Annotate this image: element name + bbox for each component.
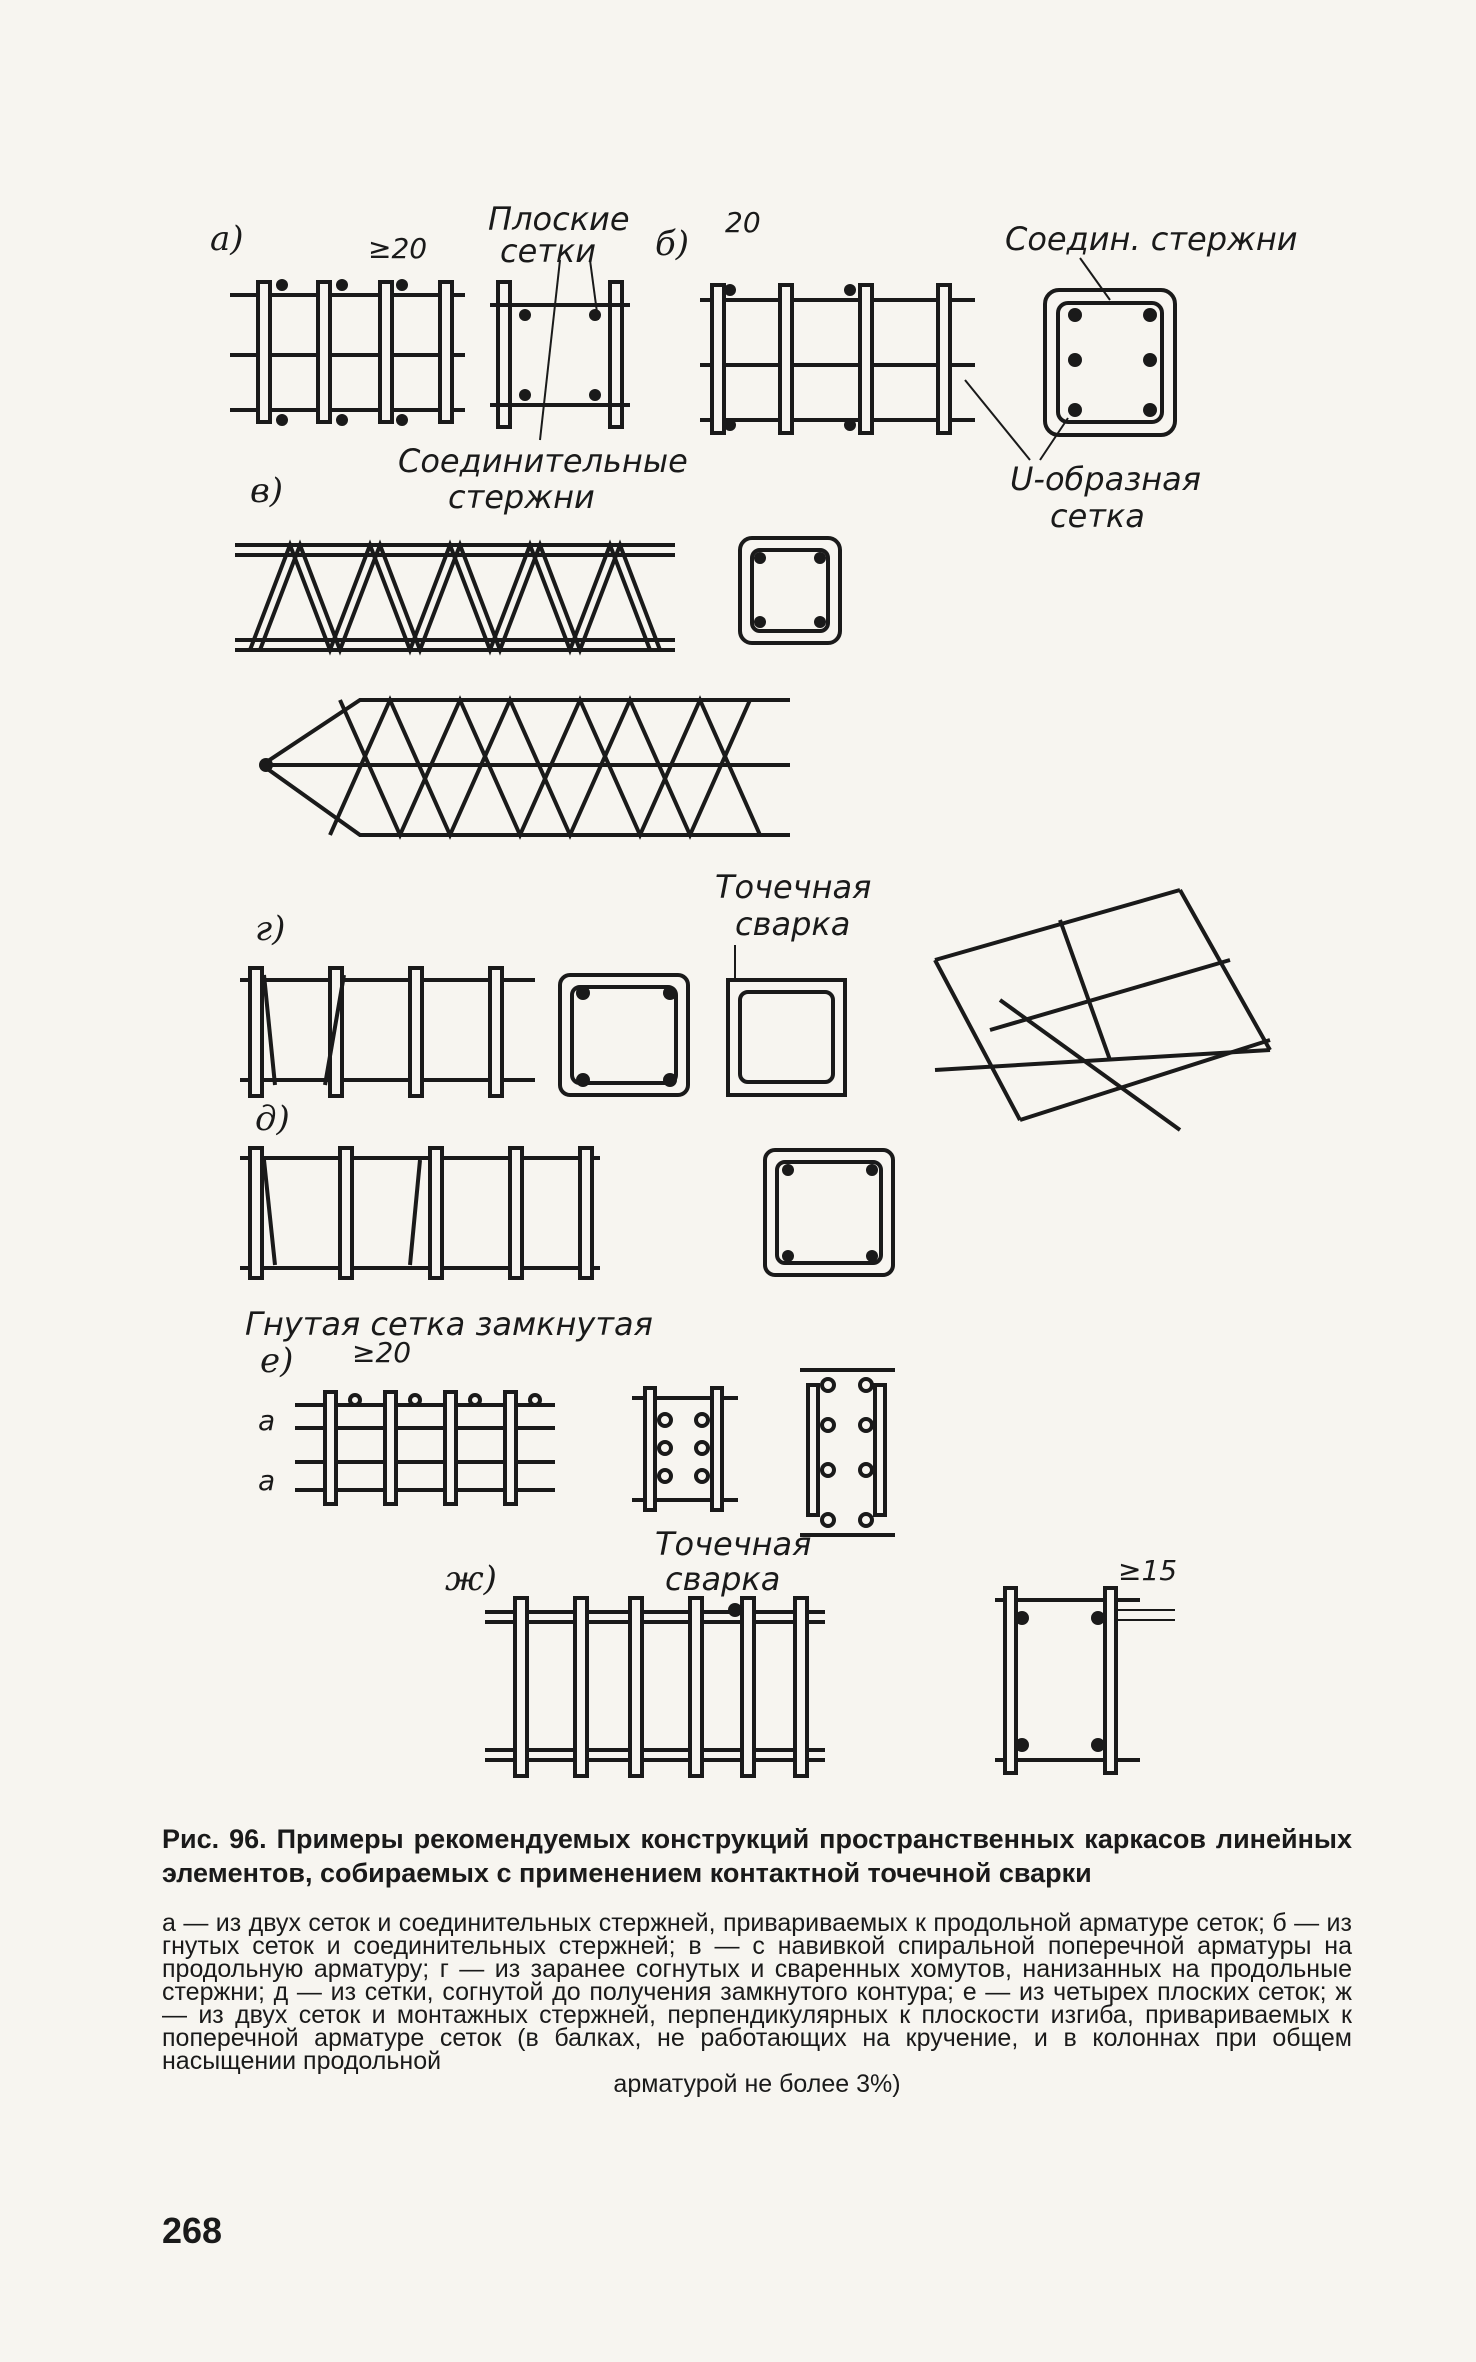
label-spacing-a-2: a [258,1464,276,1497]
label-spot-weld-2: сварка [735,905,851,943]
label-spot-weld-4: сварка [665,1560,781,1598]
label-d: д) [255,1099,290,1139]
dim-20-e: ≥20 [352,1336,412,1369]
label-spot-weld-1: Точечная [715,868,872,906]
frame-g-section-1 [560,975,688,1095]
frame-a-side [230,279,465,426]
label-joint-rods: Соедин. стержни [1005,220,1298,258]
dim-20-b: 20 [725,206,761,239]
label-g: г) [255,909,286,949]
label-u-net-1: U-образная [1010,460,1201,498]
frame-e-side [295,1392,555,1504]
label-a: а) [210,219,244,259]
frame-b-section [965,258,1175,460]
spiral-frame-section [740,538,840,643]
frame-zh-side [485,1598,825,1776]
figure-caption-body [162,1909,1352,2098]
page-number: 268 [162,2210,223,2251]
label-connecting-rods-1: Соединительные [398,442,688,480]
frame-g-perspective [935,890,1270,1130]
label-zh: ж) [445,1559,497,1599]
label-spot-weld-3: Точечная [655,1525,812,1563]
frame-a-section [490,260,630,440]
frame-e-section-1 [632,1388,738,1510]
caption-body-last-line: арматурой не более 3%) [613,2070,901,2098]
frame-e-section-2 [800,1370,895,1535]
frame-d-section [765,1150,893,1275]
frame-zh-section [995,1588,1175,1773]
frame-b-side [700,284,975,433]
dim-15: ≥15 [1118,1554,1178,1587]
label-b: б) [655,224,690,264]
label-connecting-rods-2: стержни [448,478,595,516]
spiral-frame-side [235,545,675,650]
caption-body-text: а — из двух сеток и соединительных стержней, привариваемых к продольной арматуре сеток; б — из гнутых сеток и соединительных стержней; в — с навивкой спиральной поперечной арматуры на продольную арматуру; г — из заранее согнутых и сваренных хомутов, нанизанных на продольные стержни; д — из сетки, согнутой до получения замкнутого контура; е — из четырех плоских сеток; ж — из двух сеток и монтажных стержней, перпендикулярных к плоскости изгиба, привариваемых к поперечной арматуре сеток (в балках, не работающих на кручение, и в колоннах при общем насыщении продольной [162,1909,1352,2075]
frame-d-side [240,1148,600,1278]
label-u-net-2: сетка [1050,497,1145,535]
spiral-frame-perspective [259,700,790,835]
label-v: в) [250,471,284,511]
label-e: е) [260,1341,294,1381]
label-flat-nets-1: Плоские [488,200,630,238]
figure-caption-title: Рис. 96. Примеры рекомендуемых конструкций пространственных каркасов линейных элементов, собираемых с применением контактной точечной сварки [162,1824,1352,1888]
dim-20-a: ≥20 [368,232,428,265]
label-bent-net-closed: Гнутая сетка замкнутая [245,1305,653,1343]
frame-g-side [240,968,535,1096]
label-spacing-a-1: a [258,1404,276,1437]
label-flat-nets-2: сетки [500,232,597,270]
frame-g-section-2 [728,945,845,1095]
